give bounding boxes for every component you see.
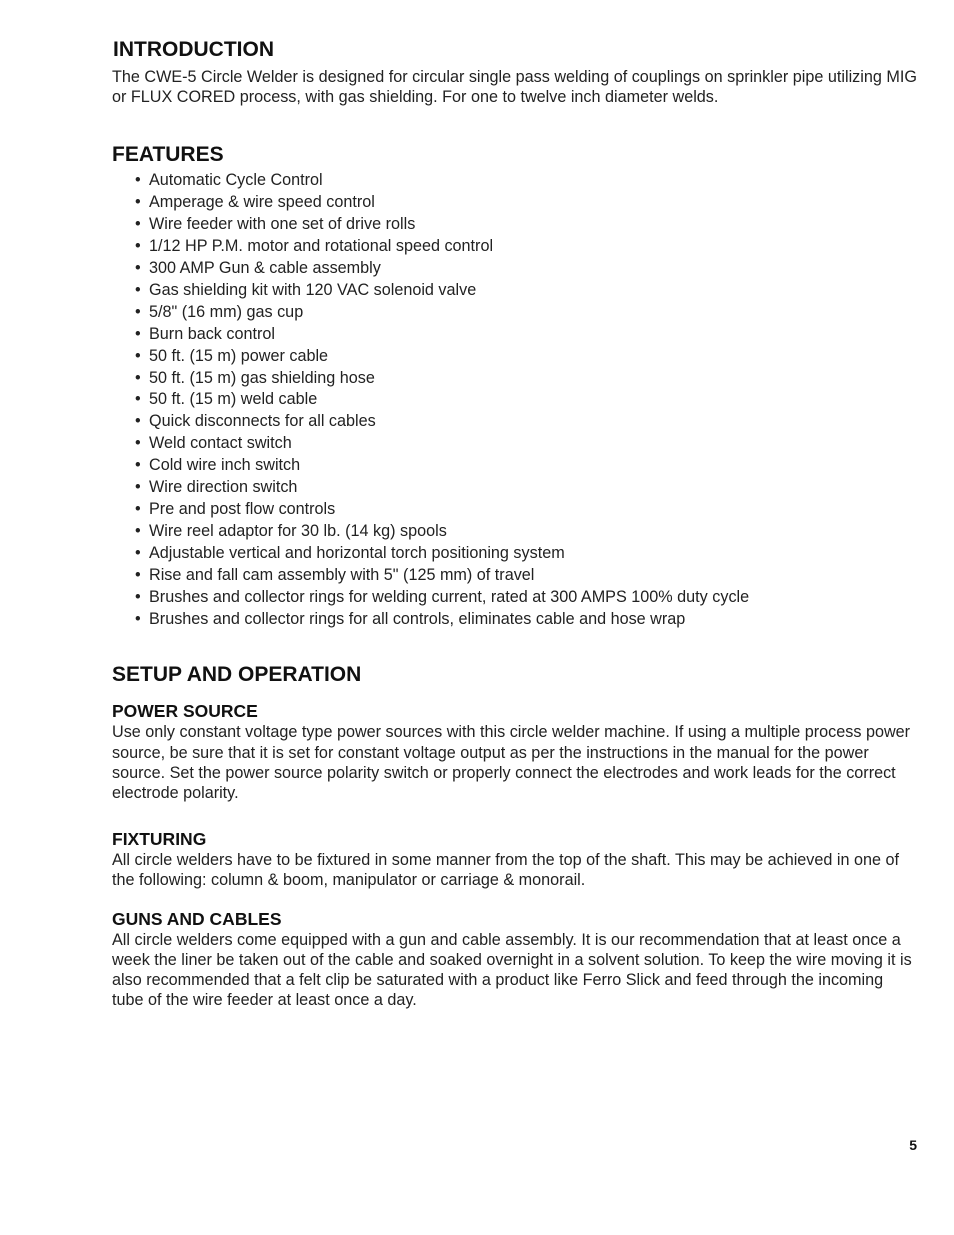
feature-text: Pre and post flow controls [149, 500, 336, 518]
feature-list-item [135, 280, 917, 302]
feature-text: 50 ft. (15 m) power cable [149, 346, 329, 365]
feature-text: Quick disconnects for all cables [149, 412, 376, 431]
bullet-icon: • [135, 543, 141, 562]
feature-list-item [135, 587, 917, 609]
feature-text: 50 ft. (15 m) gas shielding hose [149, 368, 375, 387]
feature-list-item [135, 455, 917, 477]
power-source-heading: POWER SOURCE [112, 701, 258, 722]
feature-list-item [135, 521, 917, 543]
feature-list-item [135, 324, 917, 346]
feature-list-item [135, 258, 917, 280]
feature-text: Brushes and collector rings for welding current, rated at 300 AMPS 100% duty cycle [149, 587, 750, 606]
feature-text: Amperage & wire speed control [149, 193, 375, 212]
bullet-icon: • [135, 259, 141, 278]
setup-heading: SETUP AND OPERATION [112, 663, 362, 687]
bullet-icon: • [135, 500, 141, 518]
feature-text: Brushes and collector rings for all controls, eliminates cable and hose wrap [149, 609, 686, 628]
features-list [112, 170, 917, 630]
bullet-icon: • [135, 609, 141, 628]
introduction-text: The CWE-5 Circle Welder is designed for circular single pass welding of couplings on sprinkler pipe utilizing MIG or FLUX CORED process, with gas shielding. For one to twelve inch diameter welds. [112, 68, 917, 107]
introduction-section [112, 36, 917, 107]
bullet-icon: • [135, 434, 141, 453]
feature-list-item [135, 302, 917, 324]
bullet-icon: • [135, 456, 141, 475]
feature-list-item [135, 477, 917, 499]
setup-section [112, 661, 917, 1010]
feature-text: Wire direction switch [149, 478, 298, 497]
feature-list-item [135, 236, 917, 258]
feature-text: Wire feeder with one set of drive rolls [149, 215, 416, 234]
guns-and-cables-text: All circle welders come equipped with a gun and cable assembly. It is our recommendation that at least once a week the liner be taken out of the cable and soaked overnight in a solvent solution. To keep the wire moving it is also recommended that a felt clip be saturated with a product like Ferro Slick and feed through the incoming tube of the wire feeder at least once a day. [112, 930, 912, 1010]
feature-list-item [135, 565, 917, 587]
bullet-icon: • [135, 280, 141, 299]
feature-text: 300 AMP Gun & cable assembly [149, 259, 381, 278]
bullet-icon: • [135, 346, 141, 365]
bullet-icon: • [135, 324, 141, 343]
fixturing-heading: FIXTURING [112, 829, 207, 850]
feature-text: Cold wire inch switch [149, 456, 301, 475]
feature-text: Weld contact switch [149, 434, 292, 453]
bullet-icon: • [135, 193, 141, 212]
feature-text: 5/8" (16 mm) gas cup [149, 302, 304, 321]
feature-list-item [135, 499, 917, 521]
feature-list-item [135, 389, 917, 411]
bullet-icon: • [135, 521, 141, 540]
bullet-icon: • [135, 587, 141, 606]
power-source-text: Use only constant voltage type power sources with this circle welder machine. If using a multiple process power source, be sure that it is set for constant voltage output as per the instructions in the manual for the power source. Set the power source polarity switch or properly connect the electrodes and work leads for the correct electrode polarity. [112, 723, 911, 803]
feature-text: Rise and fall cam assembly with 5" (125 mm) of travel [149, 565, 535, 584]
feature-list-item [135, 368, 917, 390]
feature-list-item [135, 192, 917, 214]
feature-text: Burn back control [149, 324, 275, 343]
feature-list-item [135, 214, 917, 236]
feature-text: 1/12 HP P.M. motor and rotational speed control [149, 237, 494, 256]
feature-list-item [135, 346, 917, 368]
features-section [112, 141, 917, 630]
bullet-icon: • [135, 565, 141, 584]
features-heading: FEATURES [112, 143, 224, 167]
feature-text: 50 ft. (15 m) weld cable [149, 390, 318, 409]
feature-text: Automatic Cycle Control [149, 171, 323, 190]
feature-text: Gas shielding kit with 120 VAC solenoid valve [149, 280, 477, 299]
feature-list-item [135, 543, 917, 565]
bullet-icon: • [135, 412, 141, 431]
bullet-icon: • [135, 368, 141, 387]
feature-list-item [135, 170, 917, 192]
document-page [112, 36, 917, 1010]
introduction-heading: INTRODUCTION [113, 38, 274, 61]
bullet-icon: • [135, 171, 141, 190]
bullet-icon: • [135, 237, 141, 256]
bullet-icon: • [135, 215, 141, 234]
feature-text: Wire reel adaptor for 30 lb. (14 kg) spools [149, 521, 447, 540]
bullet-icon: • [135, 478, 141, 497]
feature-list-item [135, 609, 917, 631]
bullet-icon: • [135, 302, 141, 321]
bullet-icon: • [135, 390, 141, 409]
fixturing-text: All circle welders have to be fixtured in some manner from the top of the shaft. This may be achieved in one of the following: column & boom, manipulator or carriage & monorail. [112, 851, 899, 890]
feature-list-item [135, 411, 917, 433]
guns-and-cables-heading: GUNS AND CABLES [112, 908, 282, 929]
page-number: 5 [909, 1137, 917, 1153]
feature-text: Adjustable vertical and horizontal torch positioning system [149, 543, 565, 562]
feature-list-item [135, 433, 917, 455]
